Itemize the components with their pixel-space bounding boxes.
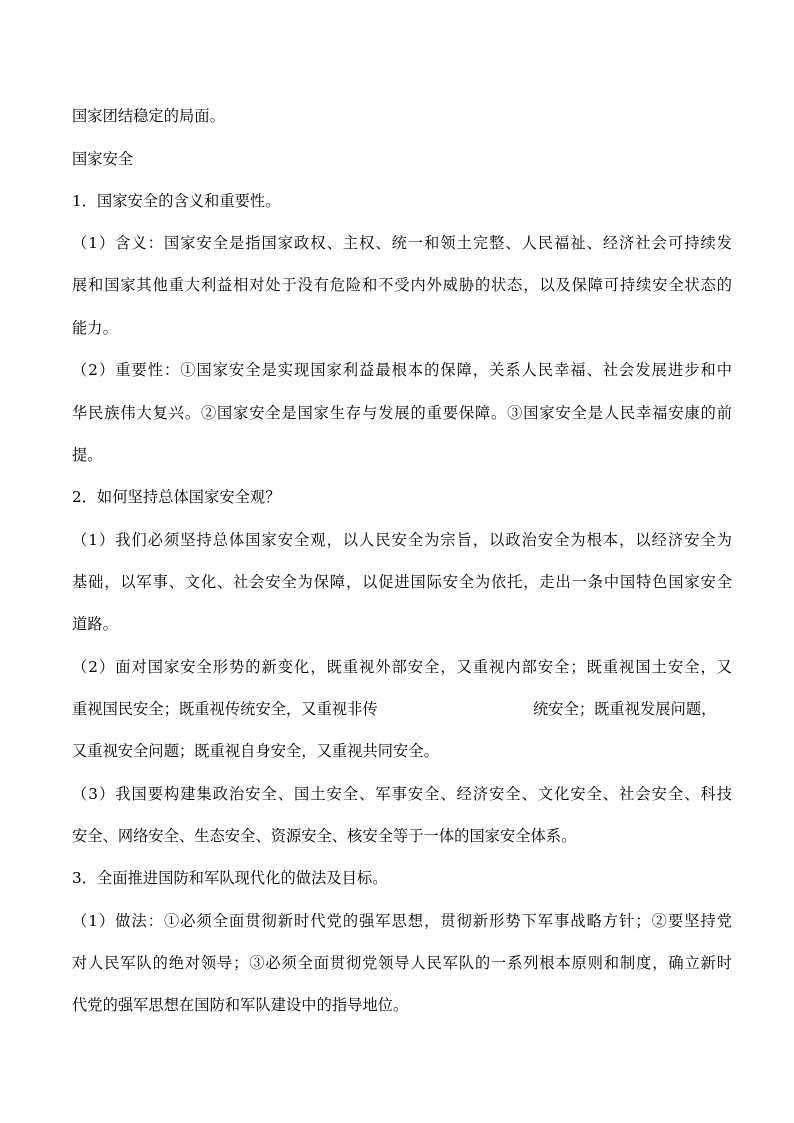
section-heading: 国家安全 xyxy=(72,150,134,168)
paragraph-line: 华民族伟大复兴。②国家安全是国家生存与发展的重要保障。③国家安全是人民幸福安康的前 xyxy=(72,404,732,422)
paragraph-line: （1）做法：①必须全面贯彻新时代党的强军思想，贯彻新形势下军事战略方针；②要坚持党 xyxy=(72,912,732,930)
paragraph-line-left-part: 重视国民安全；既重视传统安全，又重视非传 xyxy=(72,700,378,718)
paragraph-line: （2）面对国家安全形势的新变化，既重视外部安全，又重视内部安全；既重视国土安全，又 xyxy=(72,658,732,676)
paragraph-line: （1）我们必须坚持总体国家安全观，以人民安全为宗旨，以政治安全为根本，以经济安全为 xyxy=(72,531,732,549)
paragraph-line: 代党的强军思想在国防和军队建设中的指导地位。 xyxy=(72,996,409,1014)
paragraph-line: 国家团结稳定的局面。 xyxy=(72,107,225,125)
paragraph-line: （3）我国要构建集政治安全、国土安全、军事安全、经济安全、文化安全、社会安全、科技 xyxy=(72,785,732,803)
paragraph-line: 又重视安全问题；既重视自身安全，又重视共同安全。 xyxy=(72,742,439,760)
paragraph-line-right-part: 统安全；既重视发展问题， xyxy=(533,700,717,718)
paragraph-line: 对人民军队的绝对领导；③必须全面贯彻党领导人民军队的一系列根本原则和制度，确立新时 xyxy=(72,954,732,972)
paragraph-line: 展和国家其他重大利益相对处于没有危险和不受内外威胁的状态，以及保障可持续安全状态的 xyxy=(72,276,732,294)
numbered-heading: 1．国家安全的含义和重要性。 xyxy=(72,192,281,210)
paragraph-line: 基础，以军事、文化、社会安全为保障，以促进国际安全为依托，走出一条中国特色国家安全 xyxy=(72,573,732,591)
paragraph-line: 能力。 xyxy=(72,319,118,337)
paragraph-line: （2）重要性：①国家安全是实现国家利益最根本的保障，关系人民幸福、社会发展进步和中 xyxy=(72,361,732,379)
numbered-heading: 2．如何坚持总体国家安全观？ xyxy=(72,488,281,506)
paragraph-line: 道路。 xyxy=(72,615,118,633)
numbered-heading: 3．全面推进国防和军队现代化的做法及目标。 xyxy=(72,869,388,887)
paragraph-line: （1）含义：国家安全是指国家政权、主权、统一和领土完整、人民福祉、经济社会可持续发 xyxy=(72,234,732,252)
paragraph-line: 提。 xyxy=(72,446,103,464)
paragraph-line: 安全、网络安全、生态安全、资源安全、核安全等于一体的国家安全体系。 xyxy=(72,827,577,845)
